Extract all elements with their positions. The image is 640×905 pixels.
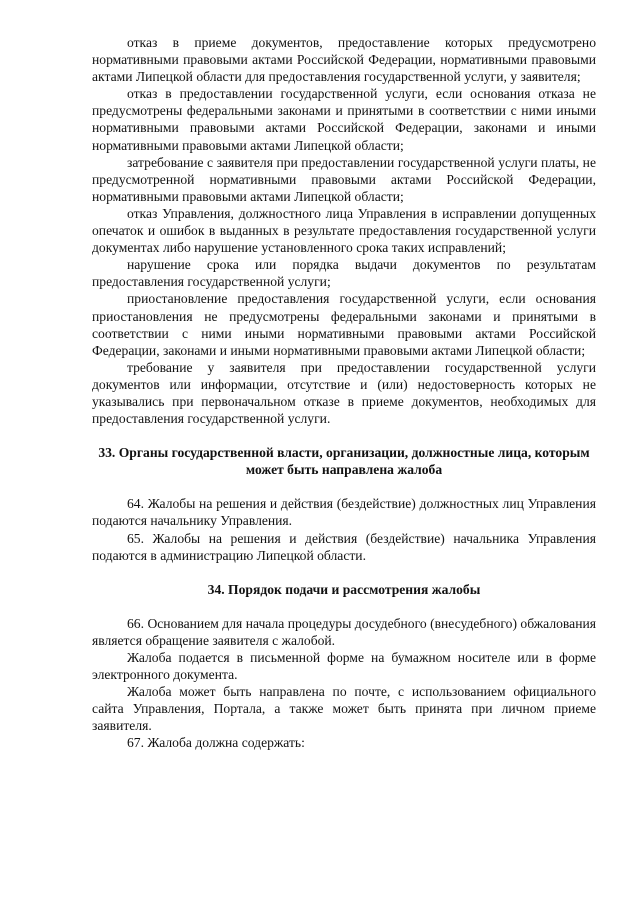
list-item: отказ в приеме документов, предоставление которых предусмотрено нормативными правовыми актами Российской Федерации, нормативными правовыми актами Липецкой области для предоставления государственной услуги, у заявителя; — [92, 35, 596, 85]
list-item: отказ в предоставлении государственной услуги, если основания отказа не предусмотрены федеральными законами и принятыми в соответствии с ними иными нормативными правовыми актами Российской Федерации, законами и иными нормативными правовыми актами Липецкой области; — [92, 86, 596, 153]
list-item: приостановление предоставления государственной услуги, если основания приостановления не предусмотрены федеральными законами и принятыми в соответствии с ними иными нормативными правовыми актами Российской Федерации, законами и иными нормативными правовыми актами Липецкой области; — [92, 291, 596, 358]
paragraph-65: 65. Жалобы на решения и действия (бездействие) начальника Управления подаются в администрацию Липецкой области. — [92, 530, 596, 563]
section-33-heading: 33. Органы государственной власти, организации, должностные лица, которым может быть направлена жалоба — [98, 445, 590, 478]
list-item: отказ Управления, должностного лица Управления в исправлении допущенных опечаток и ошибок в выданных в результате предоставления государственной услуги документах либо нарушение установленного срока таких исправлений; — [92, 205, 596, 256]
list-item: требование у заявителя при предоставлении государственной услуги документов или информации, отсутствие и (или) недостоверность которых не указывались при первоначальном отказе в приеме документов, необходимых для предоставления государственной услуги. — [92, 359, 596, 427]
paragraph-64: 64. Жалобы на решения и действия (бездействие) должностных лиц Управления подаются начальнику Управления. — [92, 496, 596, 529]
paragraph-67: 67. Жалоба должна содержать: — [127, 735, 305, 751]
document-page — [92, 34, 596, 752]
paragraph-66-channels: Жалоба может быть направлена по почте, с использованием официального сайта Управления, Портала, а также может быть принята при личном приеме заявителя. — [92, 684, 596, 734]
paragraph-66-form: Жалоба подается в письменной форме на бумажном носителе или в форме электронного документа. — [92, 650, 596, 683]
section-34-heading: 34. Порядок подачи и рассмотрения жалобы — [207, 581, 481, 597]
list-item: затребование с заявителя при предоставлении государственной услуги платы, не предусмотренной нормативными правовыми актами Российской Федерации, нормативными правовыми актами Липецкой области; — [92, 154, 596, 204]
list-item: нарушение срока или порядка выдачи документов по результатам предоставления государственной услуги; — [92, 257, 596, 290]
paragraph-66: 66. Основанием для начала процедуры досудебного (внесудебного) обжалования является обращение заявителя с жалобой. — [92, 615, 596, 648]
